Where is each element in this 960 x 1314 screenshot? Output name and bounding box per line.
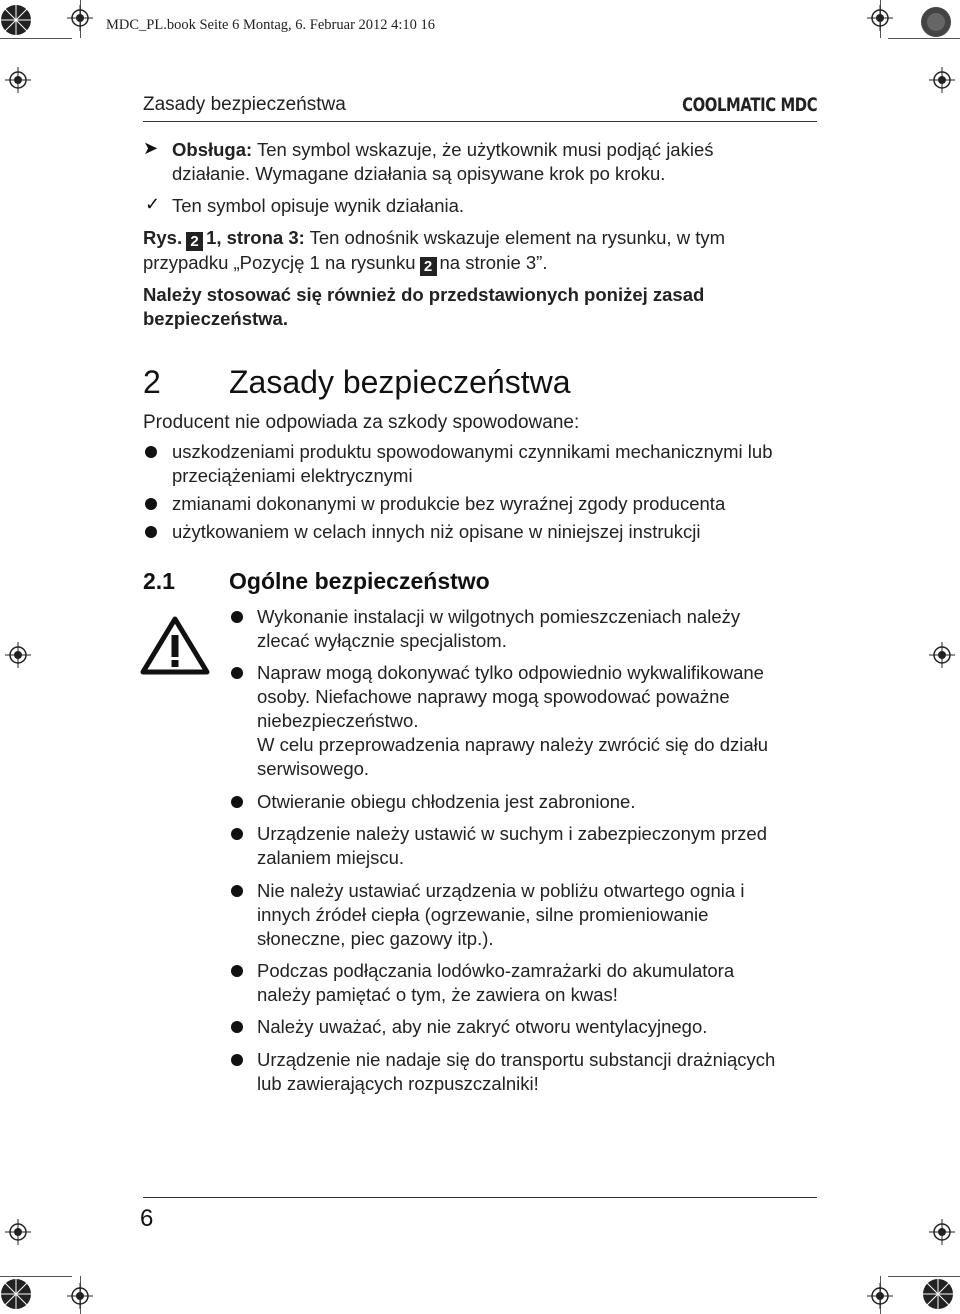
obsluga-label: Obsługa:	[172, 139, 253, 160]
registration-mark-icon	[867, 5, 893, 31]
figure-number-box: 2	[420, 257, 437, 276]
sunburst-mark-icon	[922, 1278, 954, 1310]
crop-mark	[0, 1276, 72, 1277]
list-item: Należy uważać, aby nie zakryć otworu wentylacyjnego.	[257, 1016, 708, 1037]
list-item: Nie należy ustawiać urządzenia w pobliżu otwartego ognia i innych źródeł ciepła (ogrzewanie, silne promieniowanie słoneczne, piec gazowy itp.).	[257, 880, 745, 949]
rys-text: Ten odnośnik wskazuje element na rysunku, w tym	[304, 227, 726, 248]
subsection-number: 2.1	[143, 568, 175, 594]
checkmark-icon: ✓	[145, 194, 161, 214]
registration-mark-icon	[929, 67, 955, 93]
bullet-icon	[231, 796, 243, 808]
list-item: Otwieranie obiegu chłodzenia jest zabronione.	[257, 791, 636, 812]
page-number: 6	[140, 1205, 154, 1232]
subsection-title: Ogólne bezpieczeństwo	[229, 568, 490, 594]
arrow-bullet-icon: ➤	[143, 138, 159, 158]
obsluga-text: Ten symbol wskazuje, że użytkownik musi podjąć jakieś	[252, 139, 714, 160]
note-line: bezpieczeństwa.	[143, 308, 288, 329]
bullet-icon	[231, 965, 243, 977]
rys-label: Rys.	[143, 227, 183, 248]
bullet-icon	[231, 828, 243, 840]
bullet-icon	[231, 611, 243, 623]
list-item: Urządzenie nie nadaje się do transportu substancji drażniących lub zawierających rozpuszczalniki!	[257, 1049, 776, 1094]
list-item: uszkodzeniami produktu spowodowanymi czynnikami mechanicznymi lub przeciążeniami elektrycznymi	[172, 441, 773, 486]
registration-mark-icon	[5, 1219, 31, 1245]
section-lead: Producent nie odpowiada za szkody spowodowane:	[143, 412, 580, 433]
registration-mark-icon	[5, 642, 31, 668]
bullet-icon	[231, 667, 243, 679]
crop-mark	[0, 38, 72, 39]
bullet-icon	[145, 526, 157, 538]
sunburst-mark-icon	[0, 1278, 32, 1310]
list-item: Napraw mogą dokonywać tylko odpowiednio wykwalifikowane osoby. Niefachowe naprawy mogą spowodować poważne niebezpieczeństwo. W celu przeprowadzenia naprawy należy zwrócić się do działu serwisowego.	[257, 662, 769, 779]
registration-mark-icon	[67, 1283, 93, 1309]
figure-number-box: 2	[186, 232, 203, 251]
bullet-icon	[231, 1054, 243, 1066]
section-title: Zasady bezpieczeństwa	[229, 364, 571, 400]
rys-text: przypadku „Pozycję 1 na rysunku	[143, 252, 416, 273]
rys-ref: 1, strona 3:	[206, 227, 305, 248]
header-rule	[143, 121, 817, 122]
print-info-line: MDC_PL.book Seite 6 Montag, 6. Februar 2012 4:10 16	[106, 17, 436, 33]
registration-mark-icon	[929, 642, 955, 668]
section-number: 2	[143, 364, 161, 400]
warning-triangle-icon	[140, 615, 210, 675]
crop-mark	[888, 38, 960, 39]
obsluga-text: działanie. Wymagane działania są opisywane krok po kroku.	[172, 163, 666, 184]
list-item: użytkowaniem w celach innych niż opisane w niniejszej instrukcji	[172, 521, 701, 542]
list-item: Wykonanie instalacji w wilgotnych pomieszczeniach należy zlecać wyłącznie specjalistom.	[257, 606, 741, 651]
bullet-icon	[231, 1021, 243, 1033]
intro-obsluga	[172, 138, 714, 186]
list-item: Podczas podłączania lodówko-zamrażarki do akumulatora należy pamiętać o tym, że zawiera on kwas!	[257, 960, 735, 1005]
bullet-icon	[145, 498, 157, 510]
sunburst-mark-icon	[0, 4, 32, 36]
intro-rys	[143, 226, 725, 276]
sunburst-mark-icon	[920, 6, 952, 38]
footer-rule	[143, 1197, 817, 1198]
running-header-section: Zasady bezpieczeństwa	[143, 94, 346, 115]
running-header-product: COOLMATIC MDC	[681, 94, 817, 116]
bullet-icon	[231, 885, 243, 897]
section-heading	[143, 364, 571, 401]
registration-mark-icon	[67, 5, 93, 31]
intro-note	[143, 283, 704, 331]
registration-mark-icon	[867, 1283, 893, 1309]
crop-mark	[888, 1276, 960, 1277]
rys-text: na stronie 3”.	[439, 252, 548, 273]
note-line: Należy stosować się również do przedstawionych poniżej zasad	[143, 284, 705, 305]
intro-check: Ten symbol opisuje wynik działania.	[172, 195, 465, 216]
registration-mark-icon	[929, 1219, 955, 1245]
list-item: Urządzenie należy ustawić w suchym i zabezpieczonym przed zalaniem miejscu.	[257, 823, 767, 868]
subsection-heading	[143, 568, 490, 595]
list-item: zmianami dokonanymi w produkcie bez wyraźnej zgody producenta	[172, 493, 726, 514]
bullet-icon	[145, 446, 157, 458]
registration-mark-icon	[5, 67, 31, 93]
